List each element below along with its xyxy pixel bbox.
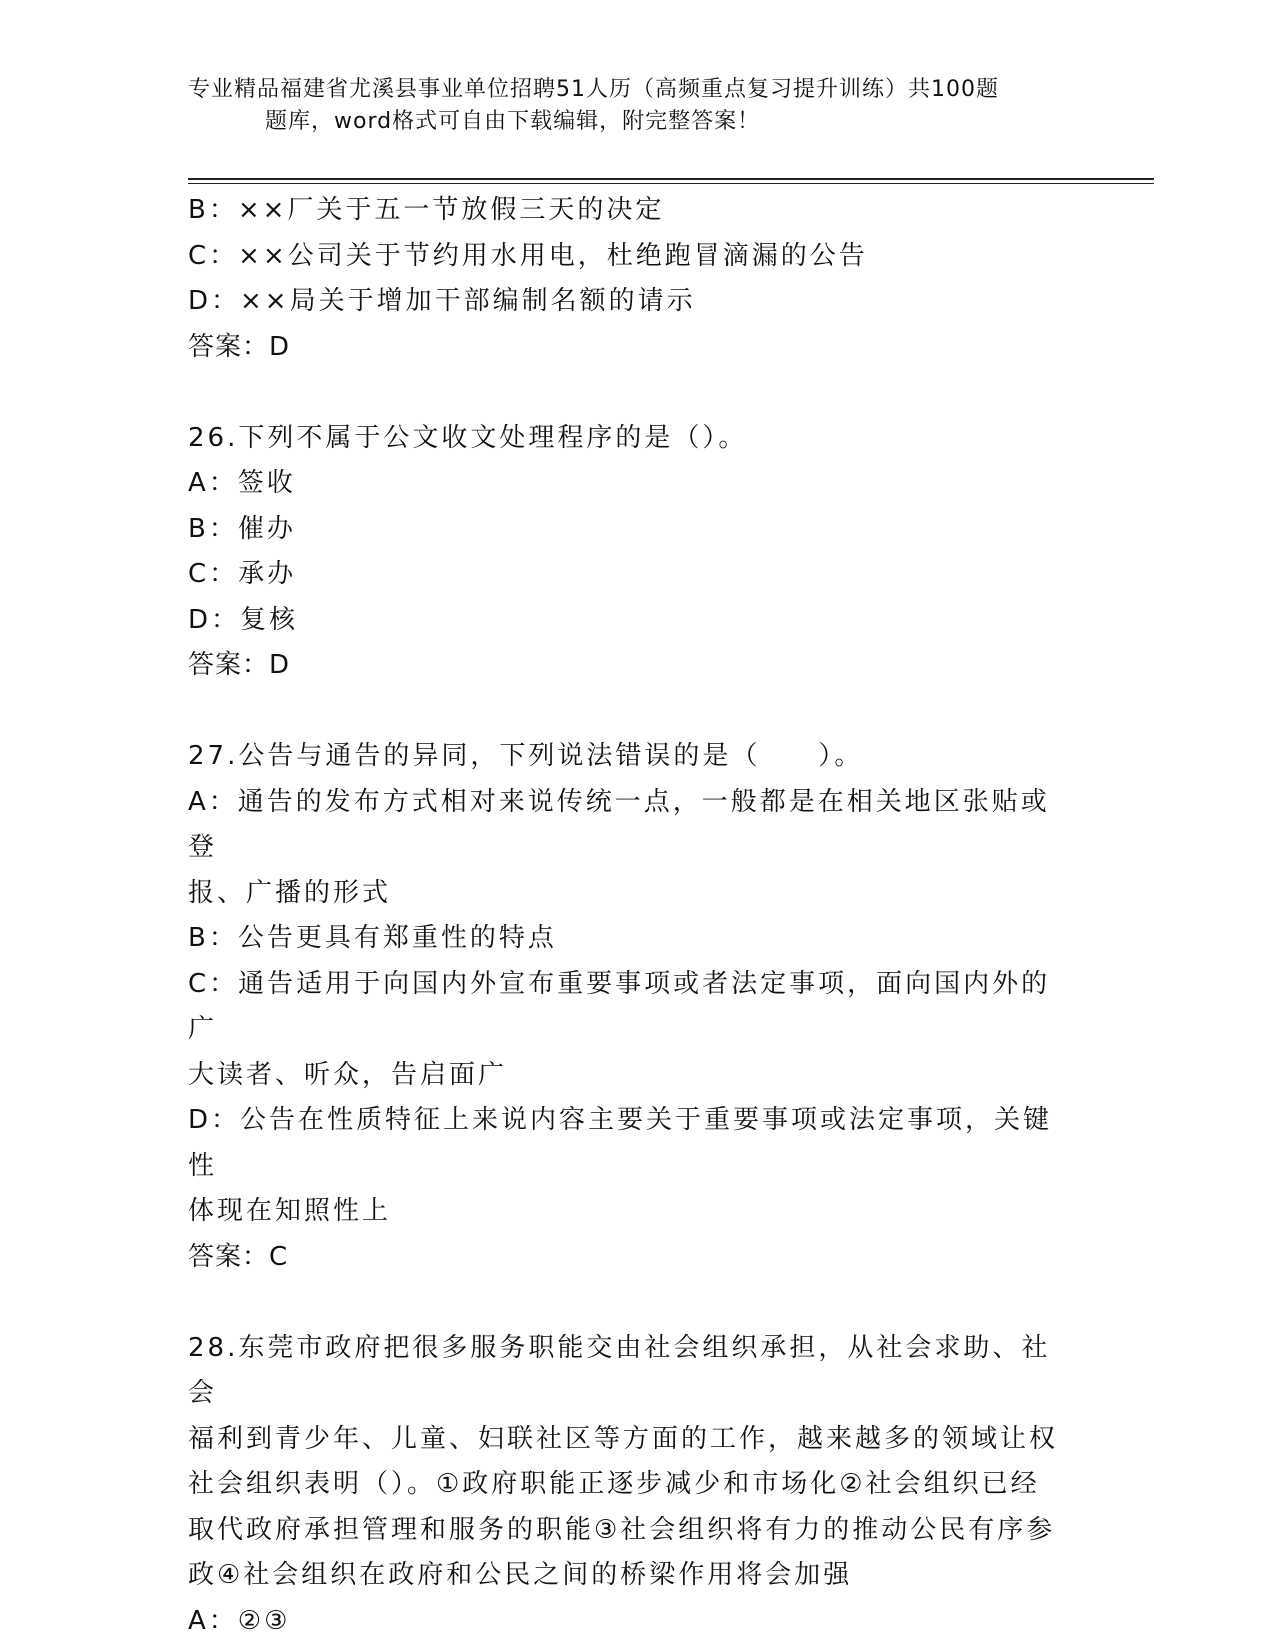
q26-option-b: B：催办 (188, 513, 296, 544)
header-divider-thin (188, 183, 1154, 184)
q27-option-a-line-2: 报、广播的形式 (188, 877, 392, 908)
q26-option-c: C：承办 (188, 559, 297, 589)
document-body (188, 188, 1078, 1644)
q25-option-d: D：××局关于增加干部编制名额的请示 (188, 286, 696, 316)
spacer (188, 689, 1078, 735)
document-header (188, 74, 1088, 138)
q27-option-d-line-1: D：公告在性质特征上来说内容主要关于重要事项或法定事项，关键性 (188, 1105, 1053, 1181)
q27-option-d-line-2: 体现在知照性上 (188, 1196, 392, 1226)
q25-option-c: C：××公司关于节约用水用电，杜绝跑冒滴漏的公告 (188, 240, 868, 271)
q25-answer: 答案：D (188, 331, 291, 362)
q26-option-a: A：签收 (188, 468, 296, 498)
header-title-line-1: 专业精品福建省尤溪县事业单位招聘51人历（高频重点复习提升训练）共100题 (188, 77, 999, 102)
q27-question: 27.公告与通告的异同，下列说法错误的是（ ）。 (188, 741, 864, 771)
q28-question-line-1: 28.东莞市政府把很多服务职能交由社会组织承担，从社会求助、社会 (188, 1332, 1051, 1408)
q28-question-line-3: 社会组织表明（）。①政府职能正逐步减少和市场化②社会组织已经 (188, 1469, 1040, 1499)
q28-question-line-2: 福利到青少年、儿童、妇联社区等方面的工作，越来越多的领域让权 (188, 1423, 1059, 1454)
header-divider-thick (188, 178, 1154, 180)
header-title-line-2: 题库，word格式可自由下载编辑，附完整答案！ (265, 109, 761, 134)
q27-option-b: B：公告更具有郑重性的特点 (188, 923, 557, 953)
q27-option-c-line-1: C：通告适用于向国内外宣布重要事项或者法定事项，面向国内外的广 (188, 968, 1051, 1044)
q26-question: 26.下列不属于公文收文处理程序的是（）。 (188, 422, 748, 453)
q26-answer: 答案：D (188, 650, 291, 680)
spacer (188, 370, 1078, 416)
q27-option-a-line-1: A：通告的发布方式相对来说传统一点，一般都是在相关地区张贴或登 (188, 786, 1050, 862)
q28-option-a: A：②③ (188, 1605, 291, 1636)
q25-option-b: B：××厂关于五一节放假三天的决定 (188, 195, 665, 225)
q27-option-c-line-2: 大读者、听众，告启面广 (188, 1059, 508, 1090)
spacer (188, 1280, 1078, 1326)
q28-question-line-5: 政④社会组织在政府和公民之间的桥梁作用将会加强 (188, 1560, 853, 1590)
q26-option-d: D：复核 (188, 604, 299, 635)
q27-answer: 答案：C (188, 1241, 289, 1272)
q28-question-line-4: 取代政府承担管理和服务的职能③社会组织将有力的推动公民有序参 (188, 1514, 1056, 1545)
